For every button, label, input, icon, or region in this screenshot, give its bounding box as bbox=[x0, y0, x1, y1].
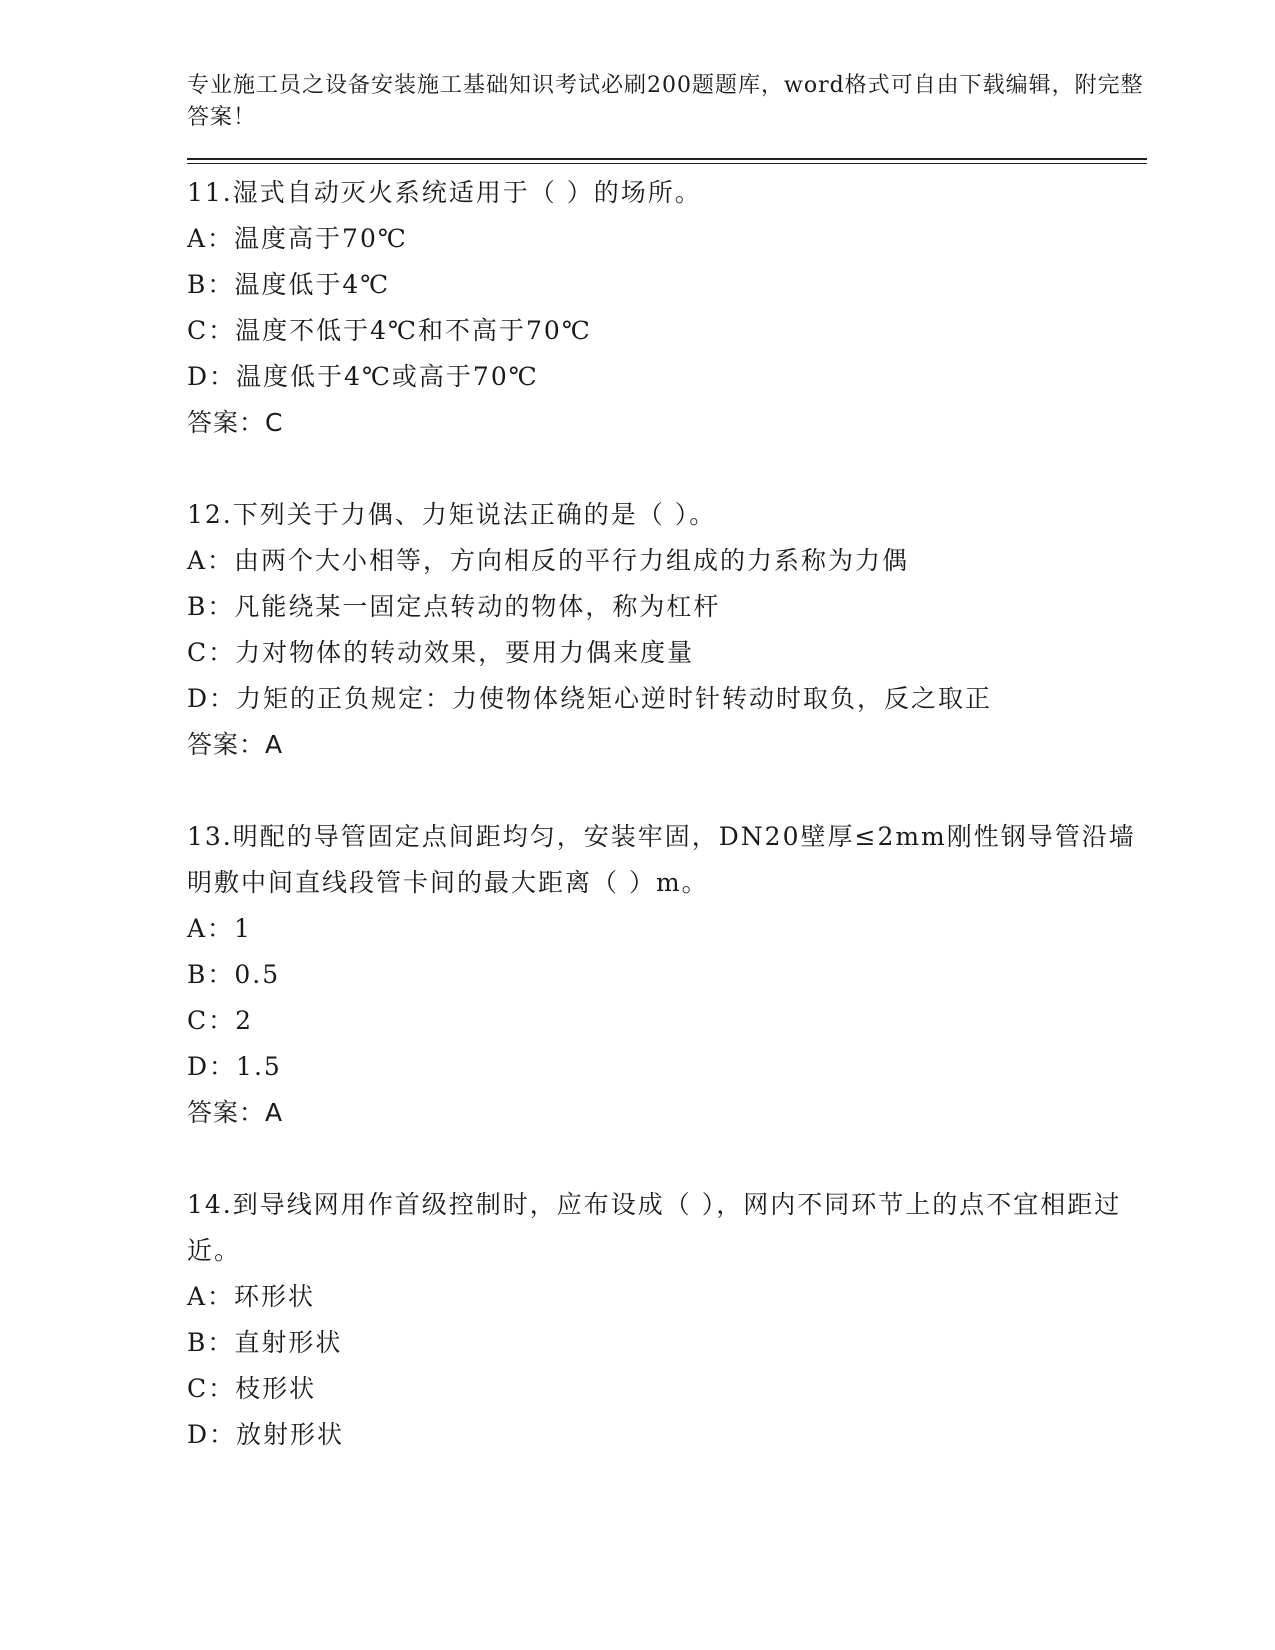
document-header: 专业施工员之设备安装施工基础知识考试必刷200题题库，word格式可自由下载编辑，附完整答案！ bbox=[187, 73, 1144, 130]
option-d: D：放射形状 bbox=[187, 1420, 345, 1449]
question-14 bbox=[187, 1182, 1147, 1458]
option-a: A：1 bbox=[187, 914, 252, 943]
option-c: C：温度不低于4℃和不高于70℃ bbox=[187, 316, 592, 345]
answer: 答案：A bbox=[187, 730, 284, 759]
question-stem: 13.明配的导管固定点间距均匀，安装牢固，DN20壁厚≤2mm刚性钢导管沿墙明敷中间直线段管卡间的最大距离（ ）m。 bbox=[187, 822, 1136, 897]
option-b: B：0.5 bbox=[187, 960, 281, 989]
option-a: A：由两个大小相等，方向相反的平行力组成的力系称为力偶 bbox=[187, 546, 910, 575]
question-stem: 12.下列关于力偶、力矩说法正确的是（ ）。 bbox=[187, 500, 717, 529]
option-b: B：凡能绕某一固定点转动的物体，称为杠杆 bbox=[187, 592, 721, 621]
option-d: D：1.5 bbox=[187, 1052, 282, 1081]
question-stem: 11.湿式自动灭火系统适用于（ ）的场所。 bbox=[187, 178, 702, 207]
header-rule bbox=[187, 158, 1147, 160]
option-b: B：直射形状 bbox=[187, 1328, 343, 1357]
option-d: D：温度低于4℃或高于70℃ bbox=[187, 362, 539, 391]
question-11 bbox=[187, 170, 1147, 446]
header-rule-thin bbox=[187, 163, 1147, 164]
spacer bbox=[187, 446, 1147, 492]
option-c: C：2 bbox=[187, 1006, 254, 1035]
question-12 bbox=[187, 492, 1147, 768]
answer: 答案：C bbox=[187, 408, 284, 437]
option-c: C：力对物体的转动效果，要用力偶来度量 bbox=[187, 638, 695, 667]
question-13 bbox=[187, 814, 1147, 1136]
document-page bbox=[187, 70, 1147, 1458]
option-c: C：枝形状 bbox=[187, 1374, 317, 1403]
spacer bbox=[187, 1136, 1147, 1182]
question-stem: 14.到导线网用作首级控制时，应布设成（ ），网内不同环节上的点不宜相距过近。 bbox=[187, 1190, 1122, 1265]
answer: 答案：A bbox=[187, 1098, 284, 1127]
option-b: B：温度低于4℃ bbox=[187, 270, 391, 299]
spacer bbox=[187, 768, 1147, 814]
option-a: A：环形状 bbox=[187, 1282, 316, 1311]
option-a: A：温度高于70℃ bbox=[187, 224, 408, 253]
option-d: D：力矩的正负规定：力使物体绕矩心逆时针转动时取负，反之取正 bbox=[187, 684, 993, 713]
